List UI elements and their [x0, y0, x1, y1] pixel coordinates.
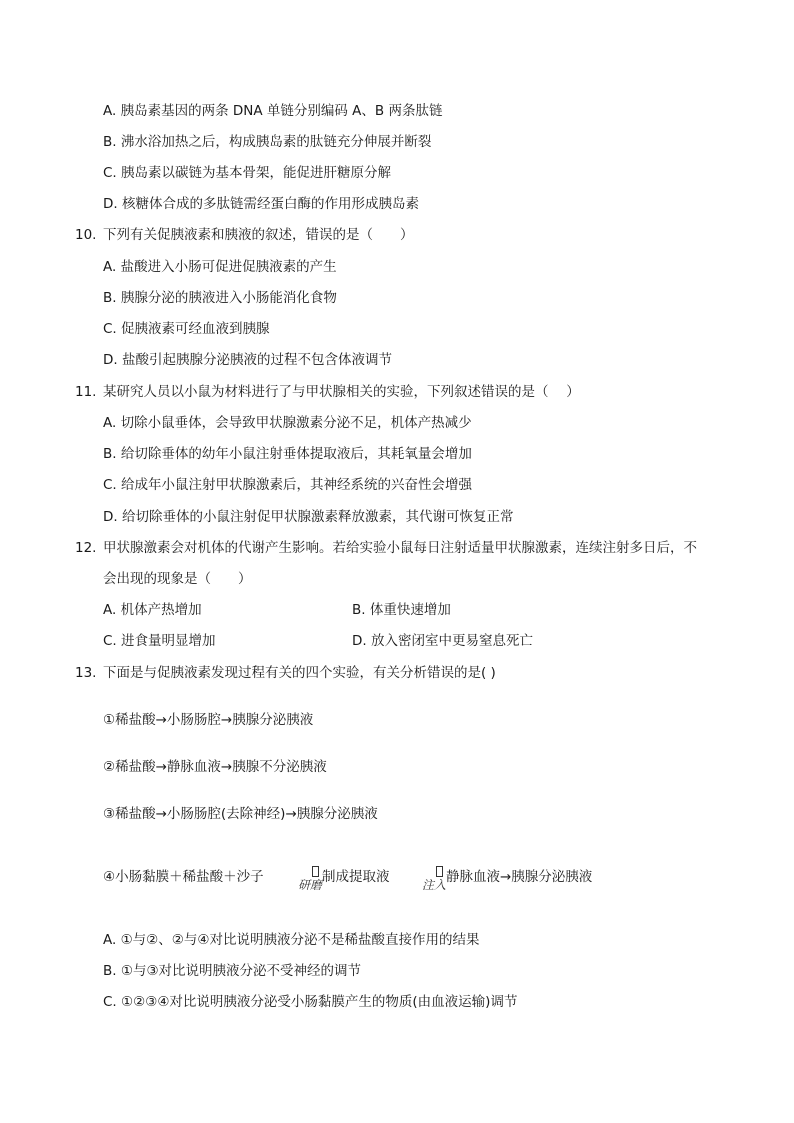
q13-experiment-4-part2: 制成提取液 — [322, 869, 390, 885]
q13-number: 13. — [75, 665, 97, 681]
q13-experiment-4-label-inject: 注入 — [422, 878, 447, 892]
q11-option-d: D. 给切除垂体的小鼠注射促甲状腺激素释放激素，其代谢可恢复正常 — [103, 509, 514, 525]
q9-option-b: B. 沸水浴加热之后，构成胰岛素的肽链充分伸展并断裂 — [103, 134, 432, 150]
q11-option-c: C. 给成年小鼠注射甲状腺激素后，其神经系统的兴奋性会增强 — [103, 477, 473, 493]
q10-stem-text: 下列有关促胰液素和胰液的叙述，错误的是（ ） — [103, 227, 414, 243]
q12-stem-text-2: 会出现的现象是（ ） — [103, 571, 252, 587]
q12-stem — [75, 539, 697, 557]
q10-option-d: D. 盐酸引起胰腺分泌胰液的过程不包含体液调节 — [103, 352, 392, 368]
q13-experiment-4-part3: 静脉血液→胰腺分泌胰液 — [446, 869, 593, 885]
q11-option-b: B. 给切除垂体的幼年小鼠注射垂体提取液后，其耗氧量会增加 — [103, 446, 472, 462]
q9-option-a: A. 胰岛素基因的两条 DNA 单链分别编码 A、B 两条肽链 — [103, 103, 443, 119]
q9-option-c: C. 胰岛素以碳链为基本骨架，能促进肝糖原分解 — [103, 165, 392, 181]
q13-stem — [75, 664, 496, 682]
q11-stem — [75, 383, 580, 401]
q13-experiment-3: ③稀盐酸→小肠肠腔(去除神经)→胰腺分泌胰液 — [103, 806, 378, 822]
q12-number: 12. — [75, 540, 97, 556]
q12-option-b: B. 体重快速增加 — [352, 602, 451, 618]
q11-option-a: A. 切除小鼠垂体，会导致甲状腺激素分泌不足，机体产热减少 — [103, 415, 472, 431]
q12-option-a: A. 机体产热增加 — [103, 602, 202, 618]
q12-stem-text-1: 甲状腺激素会对机体的代谢产生影响。若给实验小鼠每日注射适量甲状腺激素，连续注射多日后，不 — [103, 540, 697, 556]
q13-option-b: B. ①与③对比说明胰液分泌不受神经的调节 — [103, 963, 362, 979]
q13-experiment-1: ①稀盐酸→小肠肠腔→胰腺分泌胰液 — [103, 712, 314, 728]
q11-stem-text: 某研究人员以小鼠为材料进行了与甲状腺相关的实验，下列叙述错误的是（ ） — [103, 384, 580, 400]
q12-option-c: C. 进食量明显增加 — [103, 633, 216, 649]
q13-experiment-4-part1: ④小肠黏膜＋稀盐酸＋沙子 — [103, 869, 264, 885]
q9-option-d: D. 核糖体合成的多肽链需经蛋白酶的作用形成胰岛素 — [103, 196, 419, 212]
q10-number: 10. — [75, 227, 97, 243]
q13-experiment-2: ②稀盐酸→静脉血液→胰腺不分泌胰液 — [103, 759, 327, 775]
q11-number: 11. — [75, 384, 97, 400]
q10-option-c: C. 促胰液素可经血液到胰腺 — [103, 321, 270, 337]
q13-stem-text: 下面是与促胰液素发现过程有关的四个实验，有关分析错误的是( ) — [103, 665, 496, 681]
q13-option-c: C. ①②③④对比说明胰液分泌受小肠黏膜产生的物质(由血液运输)调节 — [103, 994, 518, 1010]
q13-option-a: A. ①与②、②与④对比说明胰液分泌不是稀盐酸直接作用的结果 — [103, 932, 480, 948]
q10-option-a: A. 盐酸进入小肠可促进促胰液素的产生 — [103, 259, 337, 275]
q10-stem — [75, 226, 414, 244]
q10-option-b: B. 胰腺分泌的胰液进入小肠能消化食物 — [103, 290, 337, 306]
q12-option-d: D. 放入密闭室中更易窒息死亡 — [352, 633, 533, 649]
q13-experiment-4-label-grind: 研磨 — [298, 878, 323, 892]
